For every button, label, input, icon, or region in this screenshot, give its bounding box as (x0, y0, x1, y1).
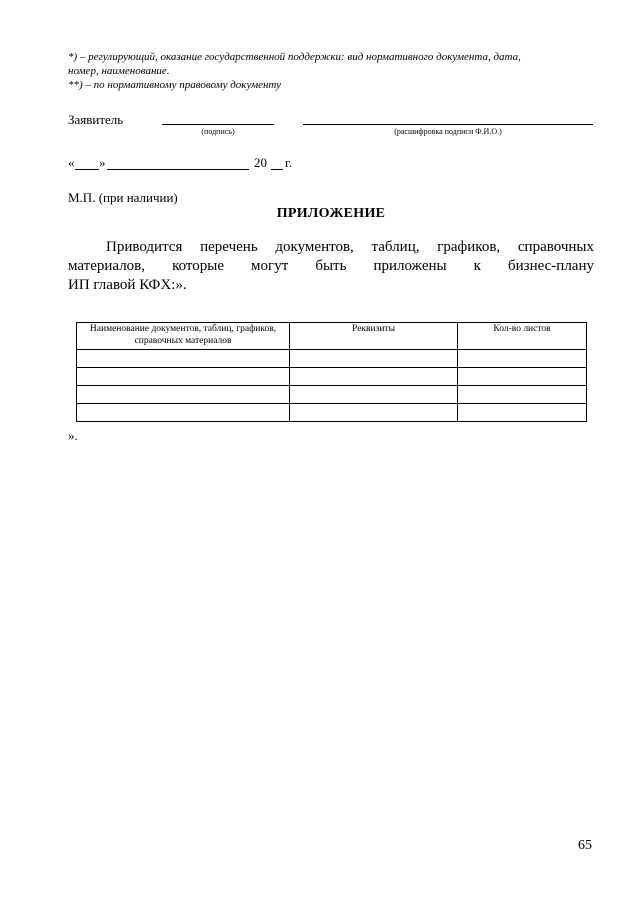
table-row (77, 386, 587, 404)
table-cell[interactable] (290, 404, 458, 422)
date-month-blank (107, 169, 249, 170)
header-sheet-count: Кол-во листов (458, 323, 587, 350)
footnote-normative-document: **) – по нормативному правовому документу (68, 79, 281, 91)
appendix-paragraph (68, 238, 594, 295)
appendix-paragraph-line3: ИП главой КФХ:». (68, 277, 187, 293)
stamp-label: М.П. (при наличии) (68, 190, 178, 205)
header-document-name: Наименование документов, таблиц, графиков, справочных материалов (77, 323, 290, 350)
footnote-regulating: *) – регулирующий, оказание государственной поддержки: вид нормативного документа, дата, (68, 51, 521, 63)
header-requisites: Реквизиты (290, 323, 458, 350)
table-row (77, 404, 587, 422)
table-cell[interactable] (77, 386, 290, 404)
table-cell[interactable] (458, 386, 587, 404)
signature-line (162, 124, 274, 125)
footnote-regulating-continued: номер, наименование. (68, 65, 170, 77)
closing-quote: ». (68, 428, 78, 443)
appendix-title: ПРИЛОЖЕНИЕ (276, 206, 386, 221)
table-header-row (77, 323, 587, 350)
appendix-paragraph-line1: Приводится перечень документов, таблиц, графиков, справочных (106, 239, 594, 255)
name-caption: (расшифровка подписи Ф.И.О.) (394, 127, 502, 136)
applicant-label: Заявитель (68, 112, 124, 127)
page-number: 65 (578, 838, 592, 853)
table-cell[interactable] (77, 368, 290, 386)
table-cell[interactable] (77, 404, 290, 422)
table-row (77, 368, 587, 386)
signature-caption: (подпись) (201, 127, 235, 136)
table-cell[interactable] (458, 368, 587, 386)
date-open-quote: « (68, 155, 75, 170)
date-close-quote: » (99, 155, 106, 170)
date-year-prefix: 20 (254, 155, 267, 170)
date-line (68, 155, 328, 173)
table-cell[interactable] (77, 350, 290, 368)
date-year-blank (271, 169, 283, 170)
appendix-paragraph-line2: материалов, которые могут быть приложены к бизнес-плану (68, 258, 594, 274)
date-year-suffix: г. (285, 155, 293, 170)
table-cell[interactable] (290, 386, 458, 404)
table-cell[interactable] (290, 350, 458, 368)
name-line (303, 124, 593, 125)
table-row (77, 350, 587, 368)
table-cell[interactable] (458, 404, 587, 422)
table-cell[interactable] (458, 350, 587, 368)
date-day-blank (75, 169, 99, 170)
documents-table (76, 322, 587, 422)
table-cell[interactable] (290, 368, 458, 386)
